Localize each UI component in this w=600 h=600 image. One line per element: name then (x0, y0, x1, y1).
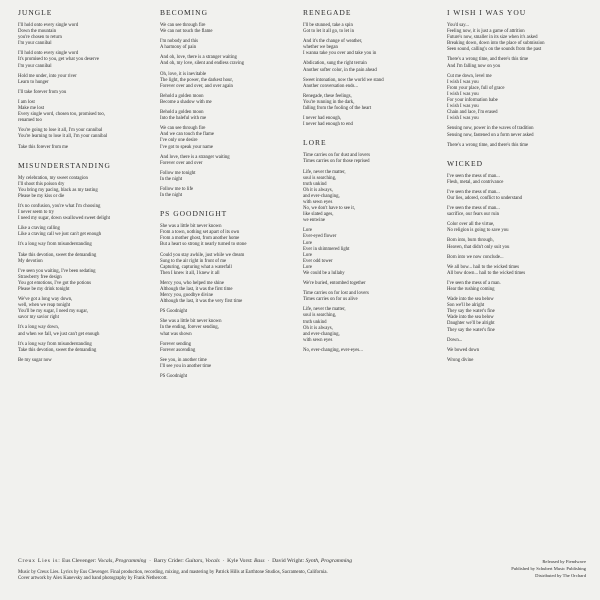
lyric-stanza (18, 23, 148, 47)
lyric-line: Sensing now, power in the waves of tradition (447, 126, 534, 132)
lyric-stanza (447, 143, 587, 149)
song-block (160, 8, 290, 199)
lyric-line: sacrifice, our fears our ruin (447, 212, 500, 218)
lyric-line: You're running in the dark, (303, 99, 355, 105)
lyric-line: We can see through fire (160, 126, 206, 132)
lyric-line: Born into we now conclude... (447, 254, 504, 260)
lyric-line: falling from the fooling of the heart (303, 106, 372, 112)
lyric-stanza (160, 126, 290, 150)
lyric-line: Although the last, it was the very first time (160, 299, 243, 305)
lyric-stanza (303, 78, 433, 90)
lyric-line: And I'm falling now on you (447, 63, 501, 69)
member-credit (154, 558, 221, 564)
production-note: Cover artwork by Alex Kanevsky and band photography by Frank Nethercott. (18, 576, 168, 582)
lyric-line: Flesh, metal, and contrivance (447, 179, 504, 185)
lyric-line: In the ending, forever sending, (160, 325, 219, 331)
lyric-line: Please be my kiss or die (18, 193, 65, 199)
lyric-line: I wanna take you over and take you in (303, 51, 377, 57)
lyric-line: Lore (303, 252, 313, 258)
lyric-line: Behold a golden moon (160, 93, 204, 99)
lyric-line: Cut me down, level me (447, 73, 492, 79)
lyric-stanza (160, 253, 290, 277)
lyric-line: I never seem to try (18, 210, 54, 216)
lyric-line: Another softer color, in the pain ahead (303, 67, 377, 73)
lyric-line: Hold me under, into your river (18, 73, 77, 79)
lyric-line: It's no confusion, you're what I'm choosing (18, 203, 101, 209)
lyric-stanza (303, 170, 433, 225)
lyric-line: I wish I was you (447, 91, 479, 97)
lyric-stanza (303, 23, 433, 35)
lyric-line: I never had enough, (303, 116, 342, 122)
lyric-stanza (447, 348, 587, 354)
lyric-line: And it's the change of weather, (303, 39, 363, 45)
lyric-line: And oh, my love, silent and endless craving (160, 61, 245, 67)
song-block (303, 138, 433, 354)
lyric-line: I've seen you waiting, I've been sedating (18, 268, 96, 274)
lyric-line: whether we began (303, 45, 338, 51)
song-block (160, 209, 290, 380)
lyric-line: No, ever-changing, ever-eyes... (303, 347, 363, 353)
lyric-line: They say the water's fine (447, 327, 495, 333)
lyric-stanza (303, 281, 433, 287)
lyric-stanza (447, 238, 587, 250)
lyric-line: Like a craving calling (18, 226, 60, 232)
lyric-line: Lore (303, 228, 313, 234)
lyric-line: Forever over and over, and over again (160, 83, 233, 89)
lyric-line: There's a wrong time, and there's this time (447, 57, 529, 63)
lyric-line: Ever-eyed flower (303, 234, 337, 240)
lyric-line: I'll hold onto every single word (18, 23, 79, 28)
lyric-line: Forever sending (160, 341, 192, 347)
song-title: RENEGADE (303, 8, 352, 17)
lyric-stanza (160, 72, 290, 90)
lyric-line: Times carries on for those reprised (303, 159, 370, 165)
lyric-line: I've seen the mess of man... (447, 189, 500, 195)
lyric-line: I've only one desire (160, 138, 198, 144)
lyric-stanza (447, 222, 587, 234)
lyric-stanza (303, 61, 433, 73)
lyric-line: I'll shoot this poison dry (18, 181, 65, 187)
lyric-line: I'm nobody and this (160, 39, 199, 45)
lyric-line: It's promised to you, get what you deserve (18, 57, 100, 63)
lyric-stanza (160, 281, 290, 305)
lyric-line: Oh, love, it is inevitable (160, 71, 207, 77)
lyric-line: For your information babe (447, 98, 498, 104)
lyric-stanza (18, 269, 148, 293)
lyric-stanza (303, 153, 433, 165)
lyric-stanza (160, 319, 290, 337)
song-title: BECOMING (160, 8, 209, 17)
lyric-line: Like a craving call we just can't get enough (18, 232, 102, 238)
lyric-line: The light, the power, the darkest hour, (160, 77, 234, 83)
lyric-line: Become a shadow with me (160, 99, 212, 105)
lyric-line: I've seen the mess of man... (447, 173, 500, 179)
lyric-line: And oh, love, there is a stranger waiting (160, 55, 237, 61)
lyric-stanza (160, 374, 290, 380)
column-2 (160, 8, 290, 390)
lyric-line: you're chosen to return (18, 35, 62, 41)
lyric-line: Times carries on for us alive (303, 297, 358, 303)
lyric-stanza (18, 145, 148, 151)
band-credits: Creux Lies is: Eus Clevenger: Vocals, Programming · Barry Crider: Guitars, Vocals · Kyle Vorst: Bass · David Wright: Synth, Programming (18, 558, 353, 564)
lyric-line: Lore (303, 240, 313, 246)
lyric-line: Sensing now, fastened on a form never asked (447, 132, 534, 138)
member-credit (62, 558, 148, 564)
lyric-line: Another conversation ends... (303, 83, 359, 89)
lyric-line: My celebration, my sweet contagion (18, 175, 88, 181)
lyric-line: We all bow... hail to the wicked times (447, 264, 520, 270)
lyric-stanza (447, 297, 587, 334)
lyric-line: Feeling now, it is just a game of attrition (447, 29, 525, 35)
production-note: Music by Creux Lies. Lyrics by Eus Clevenger. Final production, recording, mixing, and mastering by Patrick Hills at Earthtone Studios, Sacramento, California. (18, 570, 328, 576)
lyric-line: From a town, nothing set apart of its own (160, 230, 240, 236)
lyric-line: In the night (160, 193, 183, 199)
lyric-line: Behold a golden moon (160, 110, 204, 116)
lyric-line: I wish I was you (447, 116, 479, 122)
member-role: Synth, Programming (305, 558, 353, 564)
lyric-line: We've got a long way down, (18, 297, 73, 303)
lyric-line: I've got to speak your name (160, 144, 213, 150)
lyric-stanza (447, 57, 587, 69)
lyric-line: Time carries on for dust and lovers (303, 153, 370, 159)
lyric-line: what was shown (160, 331, 192, 337)
lyric-stanza (18, 226, 148, 238)
lyric-line: Wade into the sea below (447, 315, 494, 321)
lyric-line: You're learning to lose it all, I'm your cannibal (18, 134, 108, 140)
lyric-line: Down... (447, 337, 463, 343)
member-name: David Wright: (272, 558, 305, 564)
lyric-line: Take this devotion, sweet the demanding (18, 252, 97, 258)
lyric-line: well, when we reap tonight (18, 303, 71, 309)
lyric-line: I'll take forever from you (18, 89, 67, 95)
lyric-stanza (160, 309, 290, 315)
lyric-line: soul is searching, (303, 313, 337, 319)
lyric-line: savor my savior right (18, 315, 59, 321)
lyric-line: Sung to the air right in front of me (160, 258, 227, 264)
song-title: I WISH I WAS YOU (447, 8, 527, 17)
lyric-line: You're going to lose it all, I'm your cannibal (18, 128, 103, 134)
lyric-stanza (18, 204, 148, 222)
lyric-line: Make me lost (18, 106, 45, 112)
lyric-line: Future's now, smaller in its size when it's asked (447, 35, 538, 41)
column-3 (303, 8, 433, 364)
lyric-line: All bow down... hail to the wicked times (447, 270, 526, 276)
lyric-line: Learn to hunger (18, 79, 49, 85)
lyric-line: Mercy you, who helped me shine (160, 280, 224, 286)
song-block (303, 8, 433, 128)
lyric-stanza (160, 55, 290, 67)
lyric-stanza (18, 176, 148, 200)
lyric-stanza (18, 90, 148, 96)
lyric-line: with sewn eyes (303, 199, 333, 205)
lyric-stanza (447, 126, 587, 138)
lyric-line: I never had enough to end (303, 122, 353, 128)
lyric-line: like slated ages, (303, 212, 334, 218)
lyric-line: Born into, burn through, (447, 238, 494, 244)
lyric-line: Abdication, sung the right terrain (303, 61, 367, 67)
member-role: Bass (254, 558, 265, 564)
lyric-stanza (18, 342, 148, 354)
column-1 (18, 8, 148, 374)
lyric-line: Follow me to life (160, 186, 194, 192)
lyric-stanza (18, 253, 148, 265)
member-name: Kyle Vorst: (227, 558, 253, 564)
lyric-stanza (18, 358, 148, 364)
lyric-line: You bring my pacing, black as my tasting (18, 187, 98, 193)
lyric-line: Life, never the matter, (303, 169, 346, 175)
lyric-stanza (160, 342, 290, 354)
lyric-line: We're buried, entombed together (303, 281, 366, 287)
lyric-line: I'm your cannibal (18, 63, 52, 69)
lyric-line: Got to let it all go, to let in (303, 29, 355, 35)
lyric-line: Lore (303, 264, 313, 270)
lyric-stanza (447, 281, 587, 293)
lyric-line: My devotion (18, 258, 43, 264)
lyric-line: Be my sugar now (18, 357, 52, 363)
lyric-line: I'll see you in another time (160, 363, 212, 369)
lyric-line: and ever-changing, (303, 193, 340, 199)
lyric-line: Mercy you, goodbye divine (160, 293, 214, 299)
lyric-line: She was a little bit never known (160, 319, 222, 325)
lyric-line: In the night (160, 176, 183, 182)
lyric-stanza (160, 94, 290, 106)
column-4 (447, 8, 587, 374)
lyric-stanza (160, 39, 290, 51)
lyric-line: You got emotions, I've got the potions (18, 280, 91, 286)
lyric-stanza (160, 358, 290, 370)
lyric-stanza (303, 116, 433, 128)
song-block (447, 8, 587, 149)
lyric-stanza (18, 325, 148, 337)
lyric-stanza (303, 348, 433, 354)
lyric-line: truth unkind (303, 319, 327, 325)
lyric-line: PS Goodnight (160, 374, 188, 380)
lyric-line: Down the mountain (18, 29, 57, 35)
lyric-line: truth unkind (303, 181, 327, 187)
lyric-line: we entwine (303, 218, 325, 224)
lyric-line: Seen sound, calling's on the sounds from the past (447, 47, 542, 53)
lyric-line: Daughter we'll be alright (447, 321, 495, 327)
member-role: Vocals, Programming (97, 558, 147, 564)
lyric-stanza (160, 171, 290, 183)
lyric-stanza (447, 190, 587, 202)
song-block (18, 161, 148, 364)
member-credit (272, 558, 352, 564)
lyric-line: We bowed down (447, 347, 480, 353)
lyric-stanza (18, 128, 148, 140)
lyric-line: and when we fall, we just can't get enough (18, 331, 100, 337)
lyric-line: We could be a lullaby (303, 271, 345, 276)
lyric-line: and ever-changing, (303, 331, 340, 337)
lyric-line: Oh it is always, (303, 187, 333, 193)
lyric-stanza (447, 358, 587, 364)
lyric-line: And we can touch the flame (160, 132, 214, 138)
lyric-line: We can not touch the flame (160, 29, 213, 35)
lyric-line: Our lies, adored, conflict to understand (447, 195, 522, 201)
song-title: JUNGLE (18, 8, 53, 17)
lyric-line: A harmony of pain (160, 45, 197, 51)
lyric-line: Oh it is always, (303, 325, 333, 331)
lyric-line: Ever in shimmered light (303, 246, 350, 252)
lyric-stanza (447, 23, 587, 53)
lyric-stanza (160, 224, 290, 248)
lyric-line: It's a long way from misunderstanding (18, 242, 92, 248)
lyric-line: Wrong divine (447, 357, 474, 363)
lyric-stanza (18, 100, 148, 124)
member-name: Barry Crider: (153, 558, 184, 564)
lyric-line: She was a little bit never known (160, 224, 222, 230)
lyric-line: It's a long way from misunderstanding (18, 341, 92, 347)
lyric-stanza (447, 174, 587, 186)
lyric-line: We can see through fire (160, 23, 206, 28)
lyric-line: I've seen the mess of man... (447, 206, 500, 212)
song-title: PS GOODNIGHT (160, 209, 228, 219)
lyric-line: with sewn eyes (303, 337, 333, 343)
lyric-line: Although the last, it was the first time (160, 287, 233, 292)
lyric-line: renamed too (18, 118, 42, 124)
song-block (447, 159, 587, 364)
member-role: Guitars, Vocals (185, 558, 220, 564)
lyric-stanza (303, 307, 433, 344)
lyric-line: Take this forever from me (18, 144, 69, 150)
lyric-line: I've seen the mess of a man. (447, 280, 501, 286)
lyric-line: Forever over and over (160, 160, 203, 166)
member-name: Eus Clevenger: (62, 558, 97, 564)
lyric-stanza (18, 242, 148, 248)
lyric-line: Heaven, that didn't only suit you (447, 244, 510, 250)
lyric-line: See you, in another time (160, 357, 207, 363)
lyric-stanza (160, 23, 290, 35)
rights-line: Distributed by The Orchard (535, 573, 586, 578)
lyric-line: You'd say... (447, 23, 469, 28)
lyric-line: They say the water's fine (447, 309, 495, 315)
lyric-line: From a mother ghost, from another home (160, 236, 240, 242)
production-notes (18, 570, 588, 582)
lyric-line: I'll be stunned, take a spin (303, 23, 353, 28)
rights-line: Released by Fiendwave (542, 559, 586, 564)
lyric-line: Wade into the sea below (447, 297, 494, 303)
lyric-stanza (18, 297, 148, 321)
lyric-line: Life, never the matter, (303, 307, 346, 313)
lyric-line: Take this devotion, sweet the demanding (18, 347, 97, 353)
member-credit (227, 558, 266, 564)
lyric-line: From your place, full of grace (447, 85, 505, 91)
lyric-line: Color over all the virtue, (447, 222, 495, 228)
lyric-line: You'll be my sugar, I need my sugar, (18, 309, 88, 315)
lyric-line: No religion is going to save you (447, 228, 509, 234)
lyric-stanza (303, 39, 433, 57)
credits-footer (18, 558, 588, 583)
lyric-line: Every single word, chosen too, promised too, (18, 112, 105, 118)
band-label: Creux Lies is: (18, 558, 61, 564)
lyric-line: Capturing, capturing what a waterfall (160, 264, 232, 270)
lyric-line: Please be my drink tonight (18, 287, 70, 292)
lyric-stanza (303, 291, 433, 303)
song-title: MISUNDERSTANDING (18, 160, 111, 170)
lyric-stanza (160, 187, 290, 199)
lyric-stanza (303, 228, 433, 277)
lyric-line: soul is searching, (303, 175, 337, 181)
lyric-line: I am lost (18, 99, 35, 105)
lyric-line: Sweet intonation, now the world we stand (303, 77, 384, 83)
lyric-stanza (18, 74, 148, 86)
lyric-line: I need my sugar, down swallowed sweet delight (18, 216, 110, 222)
lyric-line: I wish I was you (447, 79, 479, 85)
lyric-line: Into the baleful with me (160, 116, 207, 122)
lyric-line: Breaking down, down into the place of submission (447, 41, 545, 47)
lyric-stanza (447, 74, 587, 123)
lyric-line: Then I knew it all, I knew it all (160, 270, 220, 276)
lyric-line: PS Goodnight (160, 309, 188, 315)
lyric-line: But a heart so strong it nearly turned to stone (160, 242, 247, 248)
lyric-line: I wish I was you (447, 104, 479, 110)
lyric-line: And love, there is a stranger waiting (160, 154, 230, 160)
lyric-line: No, we don't have to see it, (303, 206, 356, 212)
lyric-stanza (447, 338, 587, 344)
rights-block (511, 558, 586, 579)
lyric-line: Could you stay awhile, just while we dream (160, 252, 245, 258)
lyric-stanza (303, 94, 433, 112)
lyric-stanza (447, 206, 587, 218)
lyric-line: Follow me tonight (160, 170, 196, 176)
lyric-line: Chain and lace, I'm erased (447, 110, 498, 116)
lyric-stanza (18, 51, 148, 69)
song-title: LORE (303, 138, 327, 148)
lyric-line: Hear the rushing coming (447, 287, 495, 292)
lyric-line: Renegade, these feelings, (303, 93, 352, 99)
lyric-line: Time carries on for lost and lovers (303, 291, 369, 297)
lyric-stanza (160, 155, 290, 167)
lyric-stanza (160, 110, 290, 122)
song-block (18, 8, 148, 151)
lyric-line: I'm your cannibal (18, 41, 52, 47)
lyric-line: Son we'll be alright (447, 303, 485, 309)
song-title: WICKED (447, 158, 483, 168)
lyric-stanza (447, 255, 587, 261)
rights-line: Published by Schubert Music Publishing (511, 566, 586, 571)
lyric-line: Ever odd tower (303, 258, 333, 264)
lyric-line: It's a long way down, (18, 325, 59, 331)
lyric-line: Forever ascending (160, 347, 196, 353)
lyric-line: Strawberry free design (18, 274, 62, 280)
lyric-line: I'll hold onto every single word (18, 51, 79, 57)
lyric-stanza (447, 265, 587, 277)
lyric-line: There's a wrong time, and there's this time (447, 142, 529, 148)
